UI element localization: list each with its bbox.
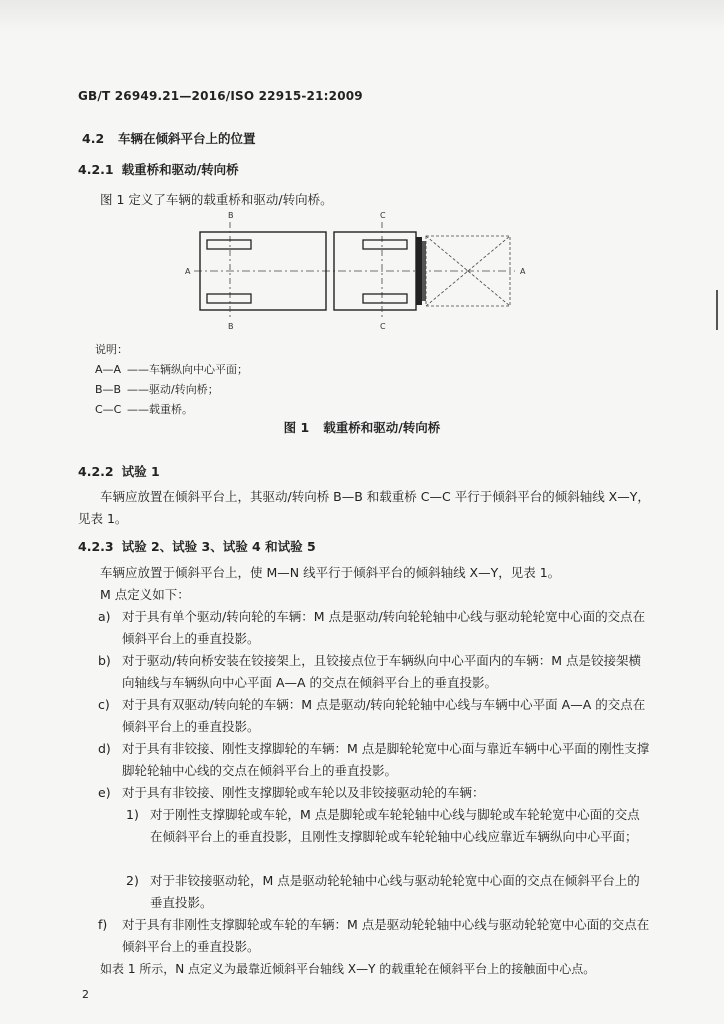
list-label: a) — [98, 609, 111, 624]
legend-text: ——车辆纵向中心平面； — [127, 363, 248, 376]
label-c-top: C — [380, 211, 386, 220]
legend-text: ——载重桥。 — [127, 403, 193, 416]
label-a-left: A — [185, 267, 191, 276]
list-item-c — [98, 694, 652, 738]
page-number: 2 — [82, 988, 89, 1001]
list-label: c) — [98, 697, 110, 712]
heading-number: 4.2.2 — [78, 464, 114, 479]
legend-key: A—A — [95, 363, 122, 376]
label-b-top: B — [228, 211, 234, 220]
paragraph-test-1: 车辆应放置在倾斜平台上，其驱动/转向桥 B—B 和载重桥 C—C 平行于倾斜平台的倾斜轴线 X—Y，见表 1。 — [78, 489, 650, 526]
legend-text: ——驱动/转向桥； — [127, 383, 219, 396]
label-b-bottom: B — [228, 322, 234, 331]
legend-key: C—C — [95, 403, 122, 416]
wheel-b-top — [207, 240, 251, 249]
list-label: e) — [98, 785, 111, 800]
heading-number: 4.2.1 — [78, 162, 114, 177]
list-text: 对于驱动/转向桥安装在铰接架上，且铰接点位于车辆纵向中心平面内的车辆：M 点是铰接架横向轴线与车辆纵向中心平面 A—A 的交点在倾斜平台上的垂直投影。 — [122, 653, 641, 690]
wheel-c-bottom — [363, 294, 407, 303]
heading-number: 4.2 — [82, 131, 105, 146]
heading-4-2 — [82, 129, 256, 147]
heading-title: 车辆在倾斜平台上的位置 — [118, 131, 256, 146]
mast — [416, 237, 422, 305]
label-a-right: A — [520, 267, 526, 276]
list-text: 对于具有非铰接、刚性支撑脚轮的车辆：M 点是脚轮轮宽中心面与靠近车辆中心平面的刚性支撑脚轮轮轴中心线的交点在倾斜平台上的垂直投影。 — [122, 741, 650, 778]
carriage — [422, 241, 426, 301]
list-text: 对于具有非刚性支撑脚轮或车轮的车辆：M 点是驱动轮轮轴中心线与驱动轮轮宽中心面的交点在倾斜平台上的垂直投影。 — [122, 917, 650, 954]
heading-title: 试验 1 — [121, 464, 160, 479]
legend-key: B—B — [95, 383, 122, 396]
sub-item-2 — [126, 870, 652, 914]
legend-item — [95, 380, 248, 400]
figure-caption — [0, 418, 724, 436]
list-item-a — [98, 606, 652, 650]
legend-title: 说明： — [95, 343, 128, 356]
list-item-f — [98, 914, 652, 958]
figure-number: 图 1 — [283, 420, 310, 435]
scan-artifact — [0, 0, 724, 32]
paragraph-mn-line: 车辆应放置于倾斜平台上，使 M—N 线平行于倾斜平台的倾斜轴线 X—Y，见表 1。 — [100, 565, 561, 580]
sub-list-text: 对于刚性支撑脚轮或车轮，M 点是脚轮或车轮轮轴中心线与脚轮或车轮轮宽中心面的交点在倾斜平台上的垂直投影，且刚性支撑脚轮或车轮轮轴中心线应靠近车辆纵向中心平面； — [150, 807, 640, 844]
label-c-bottom: C — [380, 322, 386, 331]
sub-list-text: 对于非铰接驱动轮，M 点是驱动轮轮轴中心线与驱动轮轮宽中心面的交点在倾斜平台上的垂直投影。 — [150, 873, 640, 910]
heading-title: 试验 2、试验 3、试验 4 和试验 5 — [121, 539, 316, 554]
sub-list-label: 1) — [126, 807, 139, 822]
heading-4-2-1 — [78, 160, 239, 178]
list-text: 对于具有双驱动/转向轮的车辆：M 点是驱动/转向轮轮轴中心线与车辆中心平面 A—A 的交点在倾斜平台上的垂直投影。 — [122, 697, 646, 734]
heading-4-2-3 — [78, 537, 316, 555]
sub-item-1 — [126, 804, 652, 848]
list-label: d) — [98, 741, 111, 756]
list-text: 对于具有单个驱动/转向轮的车辆：M 点是驱动/转向轮轮轴中心线与驱动轮轮宽中心面的交点在倾斜平台上的垂直投影。 — [122, 609, 646, 646]
paragraph-n-point: 如表 1 所示，N 点定义为最靠近倾斜平台轴线 X—Y 的载重轮在倾斜平台上的接触面中心点。 — [100, 962, 596, 976]
list-text: 对于具有非铰接、刚性支撑脚轮或车轮以及非铰接驱动轮的车辆： — [122, 785, 485, 800]
figure-intro-text: 图 1 定义了车辆的载重桥和驱动/转向桥。 — [100, 192, 333, 207]
paragraph-m-definition: M 点定义如下： — [100, 587, 190, 602]
heading-number: 4.2.3 — [78, 539, 114, 554]
sub-list-label: 2) — [126, 873, 139, 888]
list-label: f) — [98, 917, 108, 932]
legend-item — [95, 400, 248, 420]
axle-diagram — [180, 208, 530, 333]
standard-header: GB/T 26949.21—2016/ISO 22915-21:2009 — [78, 89, 363, 103]
scan-mark — [716, 290, 718, 330]
list-item-e — [98, 782, 652, 804]
heading-title: 载重桥和驱动/转向桥 — [121, 162, 239, 177]
wheel-b-bottom — [207, 294, 251, 303]
heading-4-2-2 — [78, 462, 160, 480]
legend-item — [95, 360, 248, 380]
figure-legend — [95, 340, 248, 420]
list-item-b — [98, 650, 652, 694]
list-label: b) — [98, 653, 111, 668]
figure-title: 载重桥和驱动/转向桥 — [323, 420, 441, 435]
wheel-c-top — [363, 240, 407, 249]
list-item-d — [98, 738, 652, 782]
